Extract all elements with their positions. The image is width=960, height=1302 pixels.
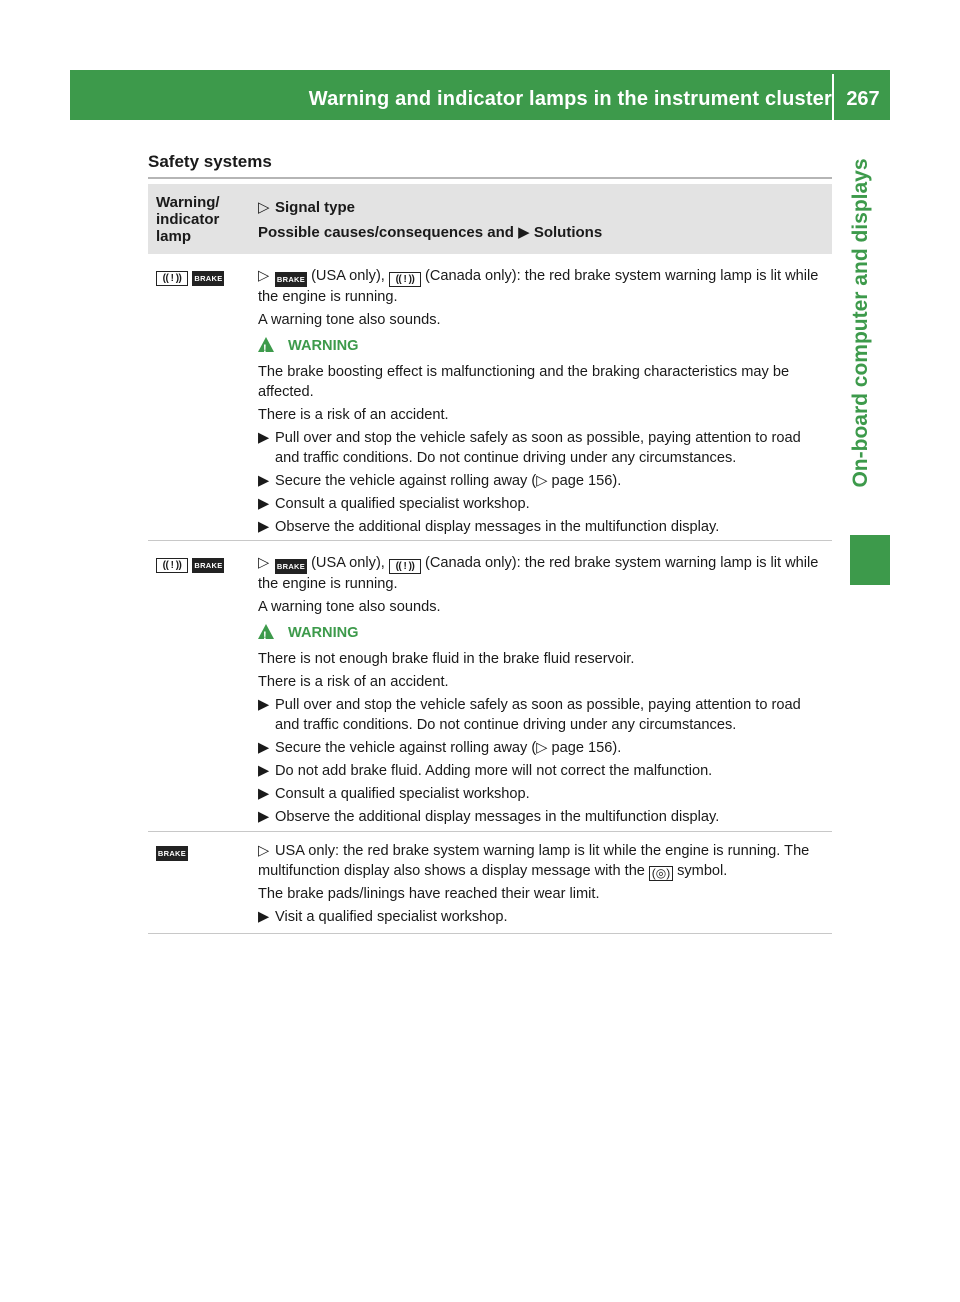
page-ref-arrow-icon: ▷ <box>536 740 552 756</box>
side-tab <box>832 120 890 535</box>
side-tab-label: On-board computer and displays <box>849 158 872 488</box>
warning-triangle-icon <box>258 624 274 639</box>
side-tab-marker <box>850 535 890 585</box>
header-divider <box>832 74 834 120</box>
warning-heading: !WARNING <box>258 336 828 356</box>
solution-arrow-icon: ▶ <box>518 224 534 241</box>
list-item: ▶ Visit a qualified specialist workshop. <box>258 909 508 925</box>
list-item: ▶ Observe the additional display messages in the multifunction display. <box>258 519 720 535</box>
signal-arrow-icon: ▷ <box>258 843 270 859</box>
row-divider <box>148 933 832 934</box>
brake-label-icon: BRAKE <box>156 846 188 861</box>
lamp-icons <box>156 553 224 573</box>
step-arrow-icon: ▶ <box>258 786 270 802</box>
step-arrow-icon: ▶ <box>258 697 270 713</box>
brake-label-icon: BRAKE <box>275 559 307 574</box>
brake-label-icon: BRAKE <box>275 272 307 287</box>
step-arrow-icon: ▶ <box>258 473 270 489</box>
step-arrow-icon: ▶ <box>258 740 270 756</box>
page-ref-link[interactable]: page 156). <box>551 740 622 756</box>
row-content: ▷ USA only: the red brake system warning lamp is lit while the engine is running. The multifunction display also shows a display message with the (◎) symbol. The brake pads/linings have reached their wear limit. ▶ Visit a qualified specialist workshop. <box>258 841 828 930</box>
section-title: Safety systems <box>148 152 272 171</box>
row-divider <box>148 831 832 832</box>
brake-label-icon: BRAKE <box>192 558 224 573</box>
list-item: ▶ Secure the vehicle against rolling away (▷ page 156). <box>258 473 622 489</box>
step-arrow-icon: ▶ <box>258 519 270 535</box>
step-arrow-icon: ▶ <box>258 909 270 925</box>
signal-arrow-icon: ▷ <box>258 199 270 216</box>
list-item: ▶ Consult a qualified specialist workshop. <box>258 496 530 512</box>
lamp-icons <box>156 266 224 286</box>
table-top-rule <box>148 177 832 179</box>
warning-triangle-icon <box>258 337 274 352</box>
page-ref-arrow-icon: ▷ <box>536 473 552 489</box>
brake-pad-icon: (◎) <box>649 866 673 881</box>
list-item: ▶ Consult a qualified specialist workshop. <box>258 786 530 802</box>
list-item: ▶ Do not add brake fluid. Adding more will not correct the malfunction. <box>258 763 713 779</box>
brake-warning-icon: (( ! )) <box>156 558 188 573</box>
list-item: ▶ Pull over and stop the vehicle safely as soon as possible, paying attention to road and traffic conditions. Do not continue driving under any circumstances. <box>258 697 801 733</box>
header-lamp: Warning/ indicator lamp <box>156 194 220 245</box>
list-item: ▶ Observe the additional display messages in the multifunction display. <box>258 809 720 825</box>
warning-heading: !WARNING <box>258 623 828 643</box>
page-ref-link[interactable]: page 156). <box>551 473 622 489</box>
signal-arrow-icon: ▷ <box>258 268 270 284</box>
row-content: ▷ BRAKE (USA only), (( ! )) (Canada only): the red brake system warning lamp is lit while the engine is running. A warning tone also sounds. !WARNING The brake boosting effect is malfunctioning and the braking characteristics may be affected. There is a risk of an accident. ▶ Pull over and stop the vehicle safely as soon as possible, paying attention to road and traffic conditions. Do not continue driving under any circumstances. ▶ Secure the vehicle against rolling away (▷ page 156). ▶ Consult a qualified specialist workshop. ▶ Observe the additional display messages in the multifunction display. <box>258 266 828 540</box>
table-header <box>148 184 832 254</box>
list-item: ▶ Pull over and stop the vehicle safely as soon as possible, paying attention to road and traffic conditions. Do not continue driving under any circumstances. <box>258 430 801 466</box>
brake-warning-icon: (( ! )) <box>389 272 421 287</box>
page-header <box>70 70 890 120</box>
page-number: 267 <box>846 88 880 110</box>
chapter-title: Warning and indicator lamps in the instrument cluster <box>308 88 832 110</box>
brake-label-icon: BRAKE <box>192 271 224 286</box>
header-signal: ▷ Signal type Possible causes/consequences and ▶ Solutions <box>258 195 602 245</box>
row-content: ▷ BRAKE (USA only), (( ! )) (Canada only): the red brake system warning lamp is lit while the engine is running. A warning tone also sounds. !WARNING There is not enough brake fluid in the brake fluid reservoir. There is a risk of an accident. ▶ Pull over and stop the vehicle safely as soon as possible, paying attention to road and traffic conditions. Do not continue driving under any circumstances. ▶ Secure the vehicle against rolling away (▷ page 156). ▶ Do not add brake fluid. Adding more will not correct the malfunction. ▶ Consult a qualified specialist workshop. ▶ Observe the additional display messages in the multifunction display. <box>258 553 828 830</box>
step-arrow-icon: ▶ <box>258 430 270 446</box>
step-arrow-icon: ▶ <box>258 763 270 779</box>
signal-arrow-icon: ▷ <box>258 555 270 571</box>
step-arrow-icon: ▶ <box>258 496 270 512</box>
list-item: ▶ Secure the vehicle against rolling away (▷ page 156). <box>258 740 622 756</box>
row-divider <box>148 540 832 541</box>
step-arrow-icon: ▶ <box>258 809 270 825</box>
brake-warning-icon: (( ! )) <box>156 271 188 286</box>
lamp-icons <box>156 841 188 861</box>
brake-warning-icon: (( ! )) <box>389 559 421 574</box>
